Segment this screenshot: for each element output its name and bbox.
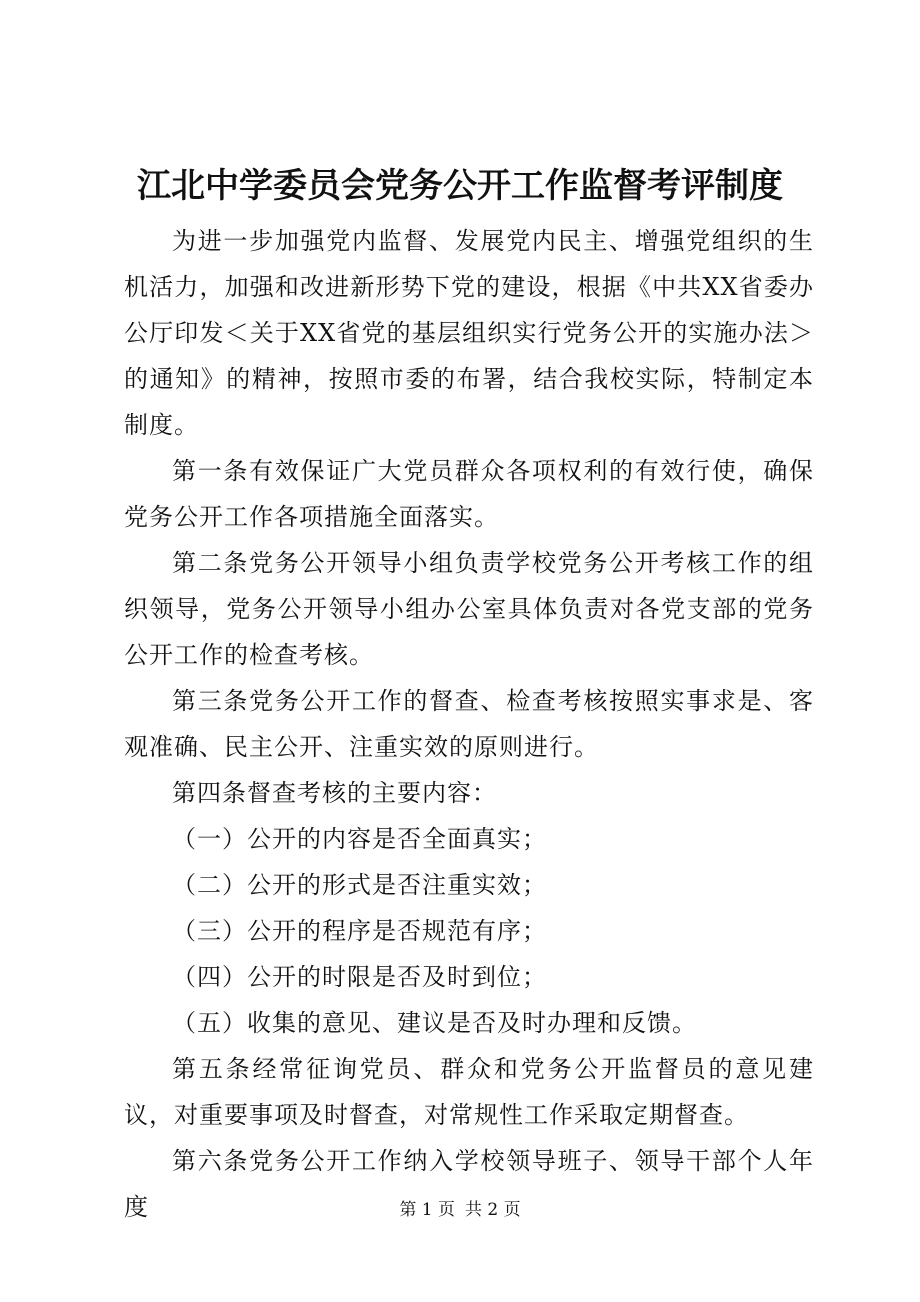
paragraph-intro: 为进一步加强党内监督、发展党内民主、增强党组织的生机活力，加强和改进新形势下党的建设，根据《中共XX省委办公厅印发＜关于XX省党的基层组织实行党务公开的实施办法＞的通知》的精神，按照市委的布署，结合我校实际，特制定本制度。 <box>124 227 814 439</box>
paragraph-article-3: 第三条党务公开工作的督查、检查考核按照实事求是、客观准确、民主公开、注重实效的原则进行。 <box>124 687 814 761</box>
paragraph-article-1: 第一条有效保证广大党员群众各项权利的有效行使，确保党务公开工作各项措施全面落实。 <box>124 457 814 531</box>
list-item-2: （二）公开的形式是否注重实效； <box>172 871 547 899</box>
document-body <box>124 218 814 1230</box>
paragraph-article-5: 第五条经常征询党员、群众和党务公开监督员的意见建议，对重要事项及时督查，对常规性工作采取定期督查。 <box>124 1055 814 1129</box>
page-number: 第 1 页 <box>399 1200 455 1220</box>
paragraph-article-2: 第二条党务公开领导小组负责学校党务公开考核工作的组织领导，党务公开领导小组办公室具体负责对各党支部的党务公开工作的检查考核。 <box>124 549 814 669</box>
paragraph-article-4: 第四条督查考核的主要内容： <box>172 779 497 807</box>
list-item-3: （三）公开的程序是否规范有序； <box>172 917 547 945</box>
list-item-4: （四）公开的时限是否及时到位； <box>172 963 547 991</box>
document-title: 江北中学委员会党务公开工作监督考评制度 <box>137 166 783 206</box>
page-footer <box>0 1198 920 1222</box>
list-item-1: （一）公开的内容是否全面真实； <box>172 825 547 853</box>
page-total: 共 2 页 <box>465 1200 521 1220</box>
paragraph-article-6: 第六条党务公开工作纳入学校领导班子、领导干部个人年度 <box>124 1147 814 1221</box>
list-item-5: （五）收集的意见、建议是否及时办理和反馈。 <box>172 1009 697 1037</box>
